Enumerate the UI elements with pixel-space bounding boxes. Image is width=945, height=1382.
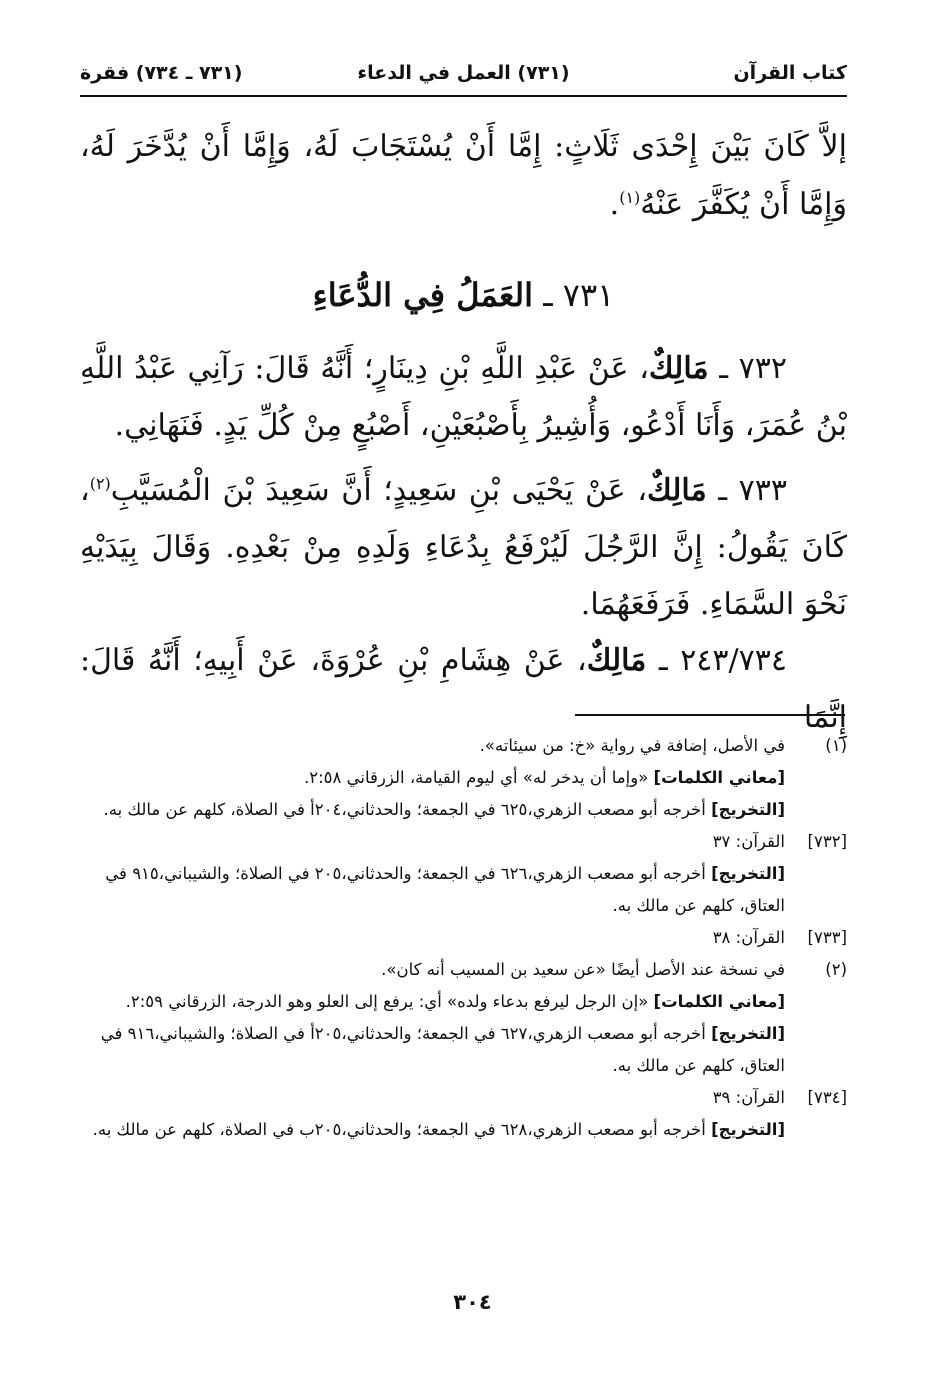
section-title: العَمَلُ فِي الدُّعَاءِ bbox=[312, 276, 534, 314]
footnote-entry bbox=[80, 762, 847, 794]
section-number: ٧٣١ ـ bbox=[533, 276, 615, 314]
hadith-narrator: مَالِكٌ bbox=[586, 643, 647, 678]
footnote-label: [التخريج] bbox=[711, 864, 785, 883]
hadith-number: ٢٤٣/٧٣٤ ـ bbox=[646, 643, 787, 678]
footnote-label: [التخريج] bbox=[711, 1024, 785, 1043]
hadith-732 bbox=[80, 340, 847, 454]
footnote-text: القرآن: ٣٧ bbox=[712, 832, 785, 851]
footnote-entry bbox=[80, 1082, 847, 1114]
hadith-text-continued: ، كَانَ يَقُولُ: إِنَّ الرَّجُلَ لَيُرْفَعُ بِدُعَاءِ وَلَدِهِ مِنْ بَعْدِهِ. وَقَالَ بِيَدَيْهِ نَحْوَ السَّمَاءِ. فَرَفَعَهُمَا. bbox=[80, 473, 847, 622]
footnote-marker: [٧٣٤] bbox=[807, 1088, 847, 1107]
chapter-title: (٧٣١) العمل في الدعاء bbox=[357, 62, 570, 84]
section-heading bbox=[80, 276, 847, 314]
hadith-text: ، عَنْ يَحْيَى بْنِ سَعِيدٍ؛ أَنَّ سَعِيدَ بْنَ الْمُسَيَّبِ bbox=[110, 473, 647, 508]
hadith-text: ، عَنْ عَبْدِ اللَّهِ بْنِ دِينَارٍ؛ أَنَّهُ قَالَ: رَآنِي عَبْدُ اللَّهِ بْنُ عُمَرَ، وَأَنَا أَدْعُو، وَأُشِيرُ بِأَصْبُعَيْنِ، أَصْبُعٍ مِنْ كُلِّ يَدٍ. فَنَهَانِي. bbox=[80, 351, 847, 443]
footnote-entry bbox=[80, 954, 847, 986]
continuation-text: إلاَّ كَانَ بَيْنَ إِحْدَى ثَلَاثٍ: إِمَّا أَنْ يُسْتَجَابَ لَهُ، وَإِمَّا أَنْ يُدَّخَرَ لَهُ، وَإِمَّا أَنْ يُكَفَّرَ عَنْهُ bbox=[80, 129, 847, 222]
footnote-label: [التخريج] bbox=[711, 800, 785, 819]
footnote-label: [معاني الكلمات] bbox=[653, 992, 785, 1011]
hadith-text: ، عَنْ هِشَامِ بْنِ عُرْوَةَ، عَنْ أَبِيهِ؛ أَنَّهُ قَالَ: إِنَّمَا bbox=[80, 643, 847, 735]
footnote-separator bbox=[575, 714, 845, 716]
footnote-text: أخرجه أبو مصعب الزهري،٦٢٥ في الجمعة؛ والحدثاني،٢٠٤أ في الصلاة، كلهم عن مالك به. bbox=[103, 800, 712, 819]
footnote-entry bbox=[80, 730, 847, 762]
footnote-label: [معاني الكلمات] bbox=[653, 768, 785, 787]
book-title: كتاب القرآن bbox=[733, 62, 847, 84]
running-header bbox=[80, 58, 847, 92]
footnote-marker: (٢) bbox=[825, 960, 847, 979]
hadith-number: ٧٣٣ ـ bbox=[706, 473, 787, 508]
paragraph-range: (٧٣١ ـ ٧٣٤) فقرة bbox=[80, 62, 243, 84]
hadith-733 bbox=[80, 462, 847, 633]
footnote-text: القرآن: ٣٩ bbox=[712, 1088, 785, 1107]
continuation-paragraph bbox=[80, 118, 847, 234]
hadith-narrator: مَالِكٌ bbox=[647, 473, 707, 508]
footnote-text: أخرجه أبو مصعب الزهري،٦٢٧ في الجمعة؛ والحدثاني،٢٠٥أ في الصلاة؛ والشيباني،٩١٦ في العتاق، كلهم عن مالك به. bbox=[100, 1024, 785, 1075]
footnote-entry bbox=[80, 794, 847, 826]
footnote-text: في الأصل، إضافة في رواية «خ: من سيئاته». bbox=[479, 736, 785, 755]
footnote-entry bbox=[80, 858, 847, 922]
continuation-end: . bbox=[609, 187, 620, 222]
footnote-marker: (١) bbox=[825, 736, 847, 755]
footnote-text: القرآن: ٣٨ bbox=[712, 928, 785, 947]
footnotes bbox=[80, 730, 847, 1146]
footnote-entry bbox=[80, 986, 847, 1018]
footnote-entry bbox=[80, 1018, 847, 1082]
footnote-ref-1: (١) bbox=[619, 188, 641, 207]
footnote-text: أخرجه أبو مصعب الزهري،٦٢٨ في الجمعة؛ والحدثاني،٢٠٥ب في الصلاة، كلهم عن مالك به. bbox=[92, 1120, 712, 1139]
footnote-text: أخرجه أبو مصعب الزهري،٦٢٦ في الجمعة؛ والحدثاني،٢٠٥ في الصلاة؛ والشيباني،٩١٥ في العتاق، كلهم عن مالك به. bbox=[105, 864, 785, 915]
header-rule bbox=[80, 95, 847, 97]
hadith-narrator: مَالِكٌ bbox=[648, 351, 709, 386]
footnote-entry bbox=[80, 826, 847, 858]
footnote-entry bbox=[80, 922, 847, 954]
footnote-marker: [٧٣٣] bbox=[807, 928, 847, 947]
footnote-ref-2: (٢) bbox=[89, 474, 111, 493]
hadith-734 bbox=[80, 632, 847, 746]
footnote-marker: [٧٣٢] bbox=[807, 832, 847, 851]
footnote-text: «وإما أن يدخر له» أي ليوم القيامة، الزرقاني ٢:٥٨. bbox=[304, 768, 654, 787]
footnote-text: في نسخة عند الأصل أيضًا «عن سعيد بن المسيب أنه كان». bbox=[381, 960, 785, 979]
footnote-label: [التخريج] bbox=[711, 1120, 785, 1139]
hadith-number: ٧٣٢ ـ bbox=[708, 351, 787, 386]
footnote-text: «إن الرجل ليرفع بدعاء ولده» أي: يرفع إلى العلو وهو الدرجة، الزرقاني ٢:٥٩. bbox=[125, 992, 654, 1011]
page-number: ٣٠٤ bbox=[453, 1290, 492, 1314]
footnote-entry bbox=[80, 1114, 847, 1146]
